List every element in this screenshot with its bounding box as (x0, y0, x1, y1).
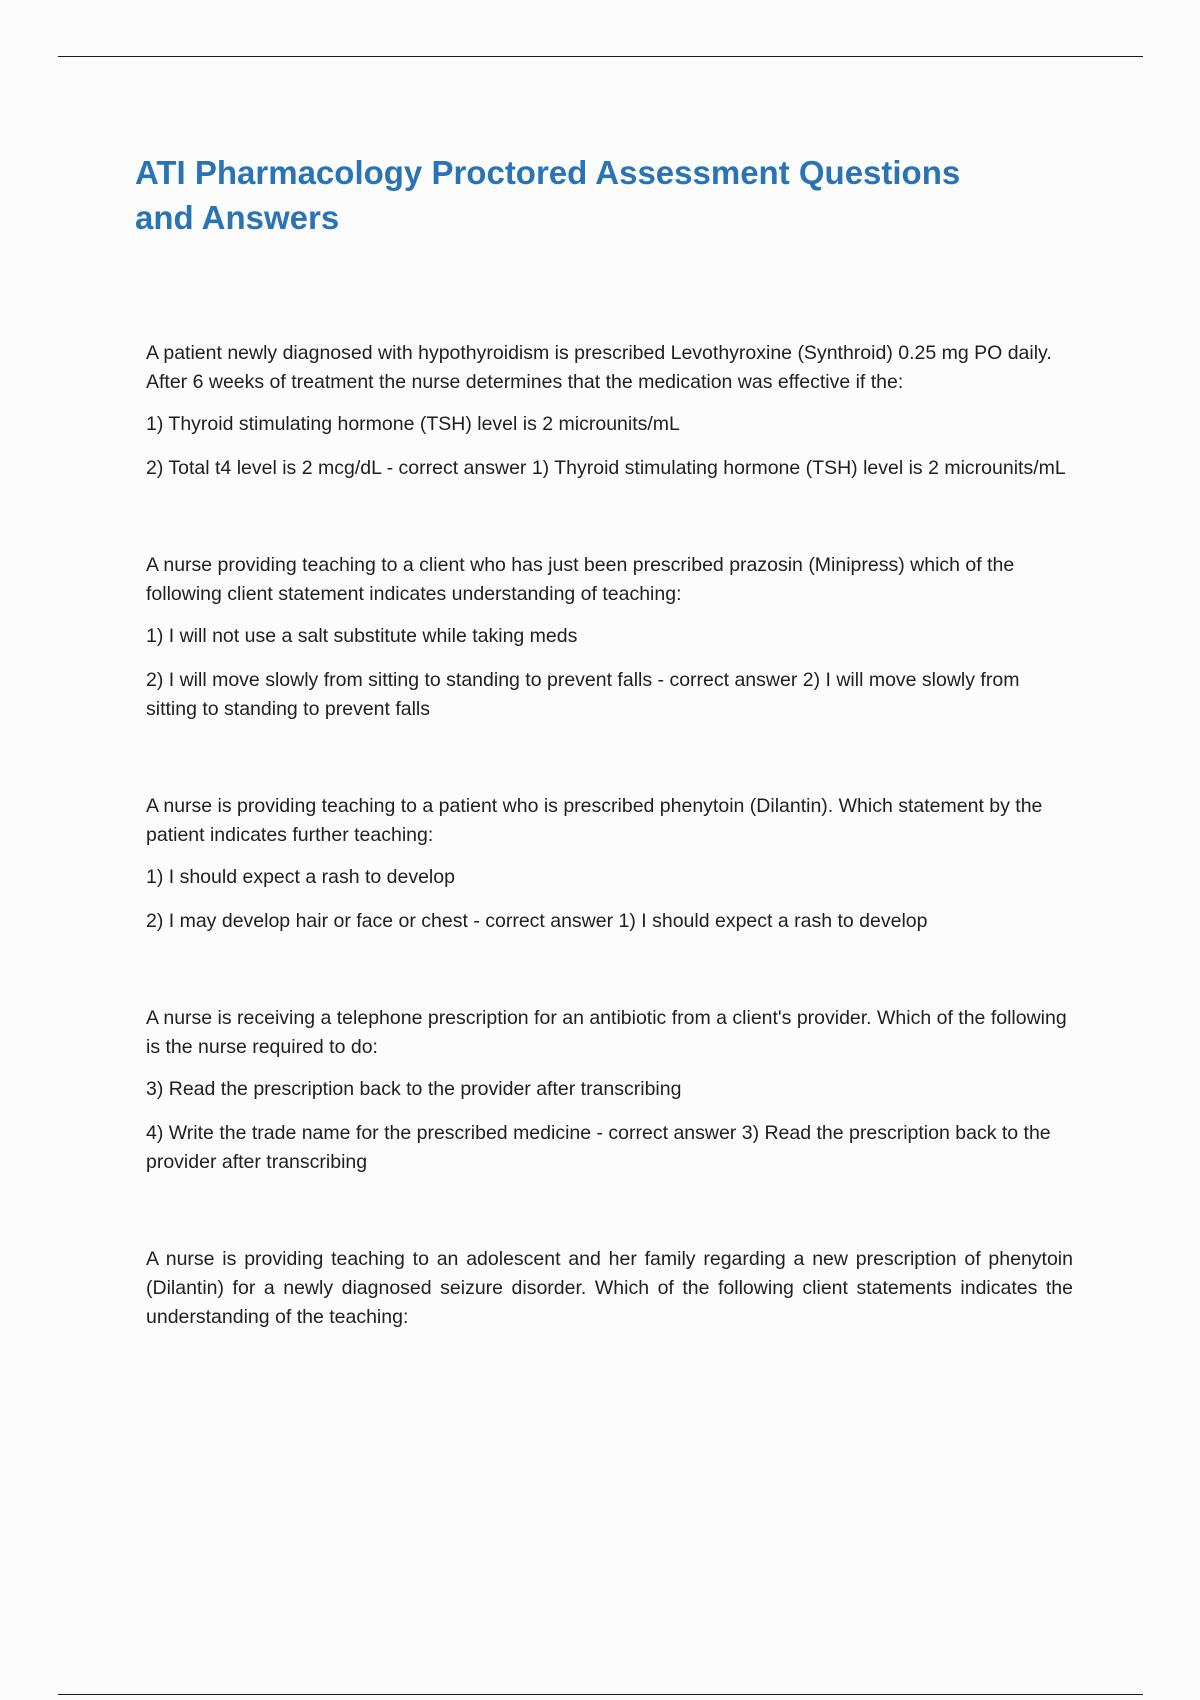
footer-rule (58, 1694, 1143, 1695)
question-text: A nurse providing teaching to a client who has just been prescribed prazosin (Minipress) which of the following client statement indicates understanding of teaching: (146, 554, 1015, 605)
qa-item-5 (146, 1245, 1073, 1332)
question-text: A nurse is receiving a telephone prescription for an antibiotic from a client's provider. Which of the following is the nurse required to do: (146, 1007, 1067, 1058)
answer-option: 1) I should expect a rash to develop (146, 866, 455, 888)
question-text: A nurse is providing teaching to a patient who is prescribed phenytoin (Dilantin). Which statement by the patient indicates further teaching: (146, 795, 1043, 846)
qa-item-3 (146, 792, 1073, 936)
answer-option: 4) Write the trade name for the prescribed medicine - correct answer 3) Read the prescription back to the provider after transcribing (146, 1122, 1051, 1173)
header-rule (58, 56, 1143, 57)
answer-option: 1) I will not use a salt substitute while taking meds (146, 625, 578, 647)
qa-item-1 (146, 339, 1073, 483)
answer-option: 2) I will move slowly from sitting to standing to prevent falls - correct answer 2) I will move slowly from sitting to standing to prevent falls (146, 669, 1020, 720)
document-title: ATI Pharmacology Proctored Assessment Questions and Answers (135, 154, 961, 236)
answer-option: 2) Total t4 level is 2 mcg/dL - correct answer 1) Thyroid stimulating hormone (TSH) level is 2 microunits/mL (146, 457, 1066, 479)
answer-option: 1) Thyroid stimulating hormone (TSH) level is 2 microunits/mL (146, 413, 680, 435)
qa-list (146, 339, 1073, 1400)
qa-item-4 (146, 1004, 1073, 1177)
question-text: A patient newly diagnosed with hypothyroidism is prescribed Levothyroxine (Synthroid) 0.25 mg PO daily. After 6 weeks of treatment the nurse determines that the medication was effective if the: (146, 342, 1052, 393)
answer-option: 2) I may develop hair or face or chest - correct answer 1) I should expect a rash to develop (146, 910, 928, 932)
qa-item-2 (146, 551, 1073, 724)
question-text: A nurse is providing teaching to an adolescent and her family regarding a new prescription of phenytoin (Dilantin) for a newly diagnosed seizure disorder. Which of the following client statements indicates the understanding of the teaching: (146, 1248, 1073, 1328)
answer-option: 3) Read the prescription back to the provider after transcribing (146, 1078, 682, 1100)
